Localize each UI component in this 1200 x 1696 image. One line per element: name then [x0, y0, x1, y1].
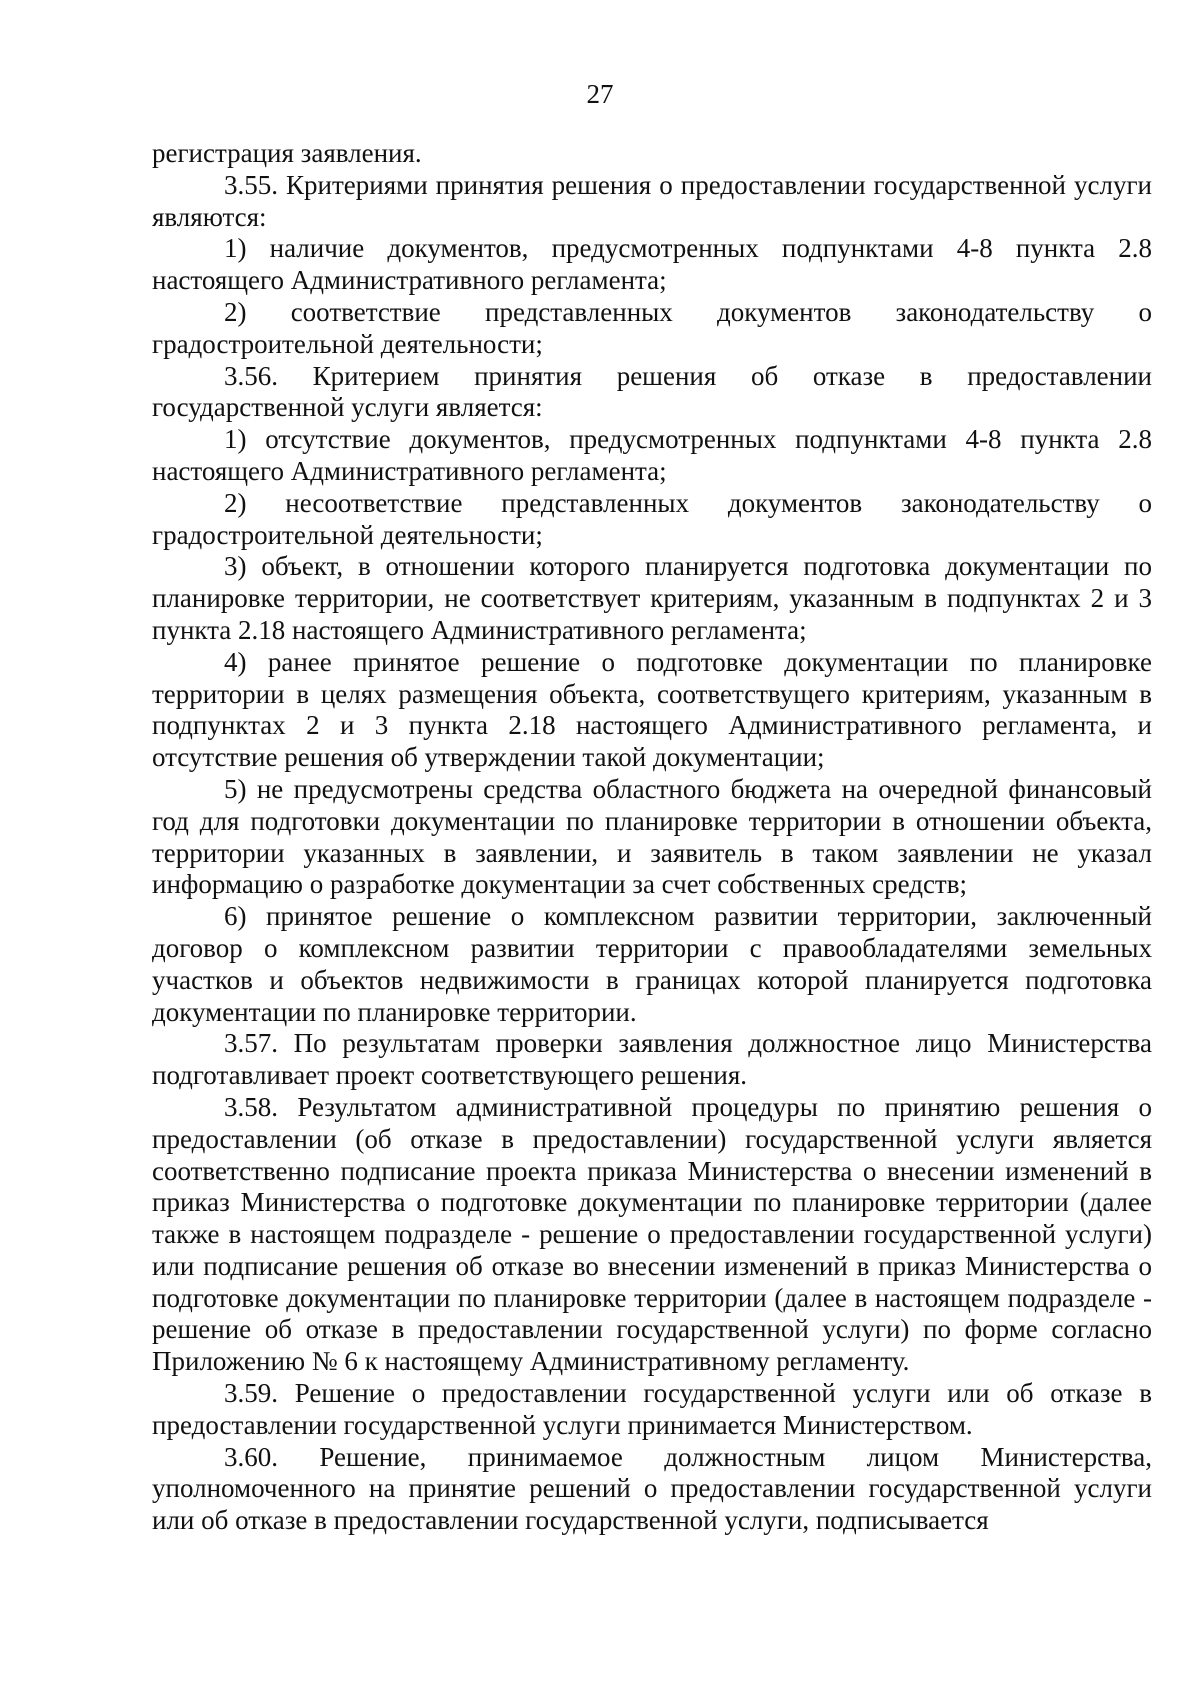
paragraph: 3.60. Решение, принимаемое должностным лицом Министерства, уполномоченного на принятие решений о предоставлении государственной услуги или об отказе в предоставлении государственной услуги, подписывается: [152, 1441, 1152, 1536]
paragraph: 3.58. Результатом административной процедуры по принятию решения о предоставлении (об отказе в предоставлении) государственной услуги является соответственно подписание проекта приказа Министерства о внесении изменений в приказ Министерства о подготовке документации по планировке территории (далее также в настоящем подразделе - решение о предоставлении государственной услуги) или подписание решения об отказе во внесении изменений в приказ Министерства о подготовке документации по планировке территории (далее в настоящем подразделе - решение об отказе в предоставлении государственной услуги) по форме согласно Приложению № 6 к настоящему Административному регламенту.: [152, 1091, 1152, 1377]
paragraph: 3.57. По результатам проверки заявления должностное лицо Министерства подготавливает проект соответствующего решения.: [152, 1028, 1152, 1091]
paragraph: регистрация заявления.: [152, 138, 422, 168]
paragraph: 6) принятое решение о комплексном развитии территории, заключенный договор о комплексном развитии территории с правообладателями земельных участков и объектов недвижимости в границах которой планируется подготовка документации по планировке территории.: [152, 901, 1152, 1027]
paragraph: 1) отсутствие документов, предусмотренных подпунктами 4-8 пункта 2.8 настоящего Административного регламента;: [152, 424, 1152, 486]
paragraph: 3.55. Критериями принятия решения о предоставлении государственной услуги являются:: [152, 169, 1152, 232]
page-number: 27: [586, 79, 614, 109]
paragraph: 5) не предусмотрены средства областного бюджета на очередной финансовый год для подготовки документации по планировке территории в отношении объекта, территории указанных в заявлении, и заявитель в таком заявлении не указал информацию о разработке документации за счет собственных средств;: [152, 773, 1152, 900]
paragraph: 3.56. Критерием принятия решения об отказе в предоставлении государственной услуги является:: [152, 360, 1152, 423]
paragraph: 3.59. Решение о предоставлении государственной услуги или об отказе в предоставлении государственной услуги принимается Министерством.: [152, 1378, 1152, 1440]
paragraph: 3) объект, в отношении которого планируется подготовка документации по планировке территории, не соответствует критериям, указанным в подпунктах 2 и 3 пункта 2.18 настоящего Административного регламента;: [152, 551, 1152, 645]
paragraph: 2) несоответствие представленных документов законодательству о градостроительной деятельности;: [152, 487, 1152, 550]
paragraph: 1) наличие документов, предусмотренных подпунктами 4-8 пункта 2.8 настоящего Административного регламента;: [152, 233, 1152, 296]
paragraph: 2) соответствие представленных документов законодательству о градостроительной деятельности;: [152, 296, 1152, 359]
paragraph: 4) ранее принятое решение о подготовке документации по планировке территории в целях размещения объекта, соответствущего критериям, указанным в подпунктах 2 и 3 пункта 2.18 настоящего Административного регламента, и отсутствие решения об утверждении такой документации;: [152, 646, 1152, 773]
document-body: [152, 138, 1152, 1537]
